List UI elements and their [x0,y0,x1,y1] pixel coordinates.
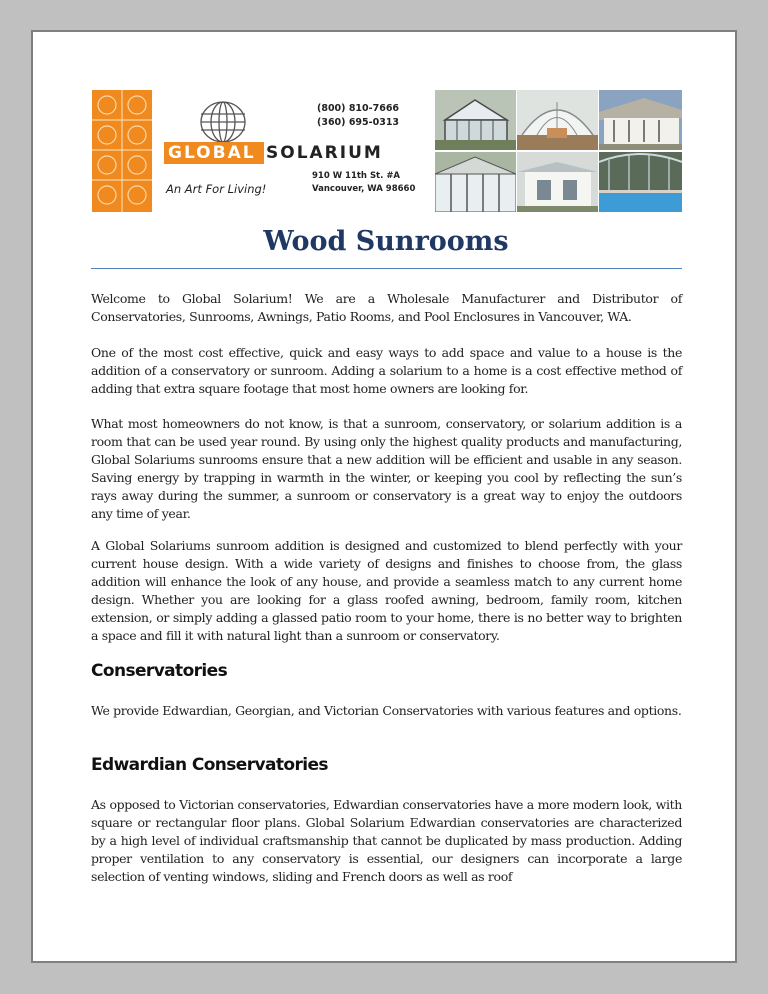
brand-global: GLOBAL [164,142,264,164]
paragraph: Welcome to Global Solarium! We are a Wholesale Manufacturer and Distributor of Conservatories, Sunrooms, Awnings, Patio Rooms, and Pool Enclosures in Vancouver, WA. [91,291,682,324]
paragraph: As opposed to Victorian conservatories, Edwardian conservatories have a more modern look, with square or rectangular floor plans. Global Solarium Edwardian conservatories are characterized by a high level of individual craftsmanship that cannot be duplicated by mass production. Adding proper ventilation to any conservatory is essential, our designers can incorporate a large selection of venting windows, sliding and French doors as well as roof [91,797,682,884]
address-line-1: 910 W 11th St. #A [312,171,401,181]
paragraph: A Global Solariums sunroom addition is designed and customized to blend perfectly with your current house design. With a wide variety of designs and finishes to choose from, the glass addition will enhance the look of any house, and provide a seamless match to any current home design. Whether you are looking for a glass roofed awning, bedroom, family room, kitchen extension, or simply adding a glassed patio room to your home, there is no better way to brighten a space and fill it with natural light than a sunroom or conservatory. [91,538,682,643]
address-line-2: Vancouver, WA 98660 [312,184,416,194]
section-heading: Edwardian Conservatories [91,755,328,775]
phone-numbers [317,102,399,130]
section-heading: Conservatories [91,661,228,681]
page-title: Wood Sunrooms [263,226,509,257]
globe-logo-icon [198,100,248,144]
paragraph: We provide Edwardian, Georgian, and Victorian Conservatories with various features and options. [91,703,682,718]
logo-block [92,90,433,212]
sunroom-photo [517,90,598,150]
tagline: An Art For Living! [166,182,267,196]
brand-solarium: SOLARIUM [266,143,383,163]
document-page [31,30,737,963]
phone-1: (800) 810-7666 [317,103,400,114]
sunroom-photo-grid [435,90,682,212]
sunroom-photo [435,152,516,212]
paragraph: One of the most cost effective, quick and easy ways to add space and value to a house is the addition of a conservatory or sunroom. Adding a solarium to a home is a cost effective method of adding that extra square footage that most home owners are looking for. [91,345,682,396]
company-banner [92,90,682,212]
brand-name [164,142,383,164]
sunroom-photo [599,152,682,212]
sunroom-photo [599,90,682,150]
address [312,170,415,196]
paragraph: What most homeowners do not know, is that a sunroom, conservatory, or solarium addition is a room that can be used year round. By using only the highest quality products and manufacturing, Global Solariums sunrooms ensure that a new addition will be efficient and usable in any season. Saving energy by trapping in warmth in the winter, or keeping you cool by reflecting the sun’s rays away during the summer, a sunroom or conservatory is a great way to enjoy the outdoors any time of year. [91,416,682,521]
sunroom-photo [435,90,516,150]
phone-2: (360) 695-0313 [317,117,400,128]
decorative-pattern [92,90,152,212]
sunroom-photo [517,152,598,212]
title-underline [91,268,682,269]
